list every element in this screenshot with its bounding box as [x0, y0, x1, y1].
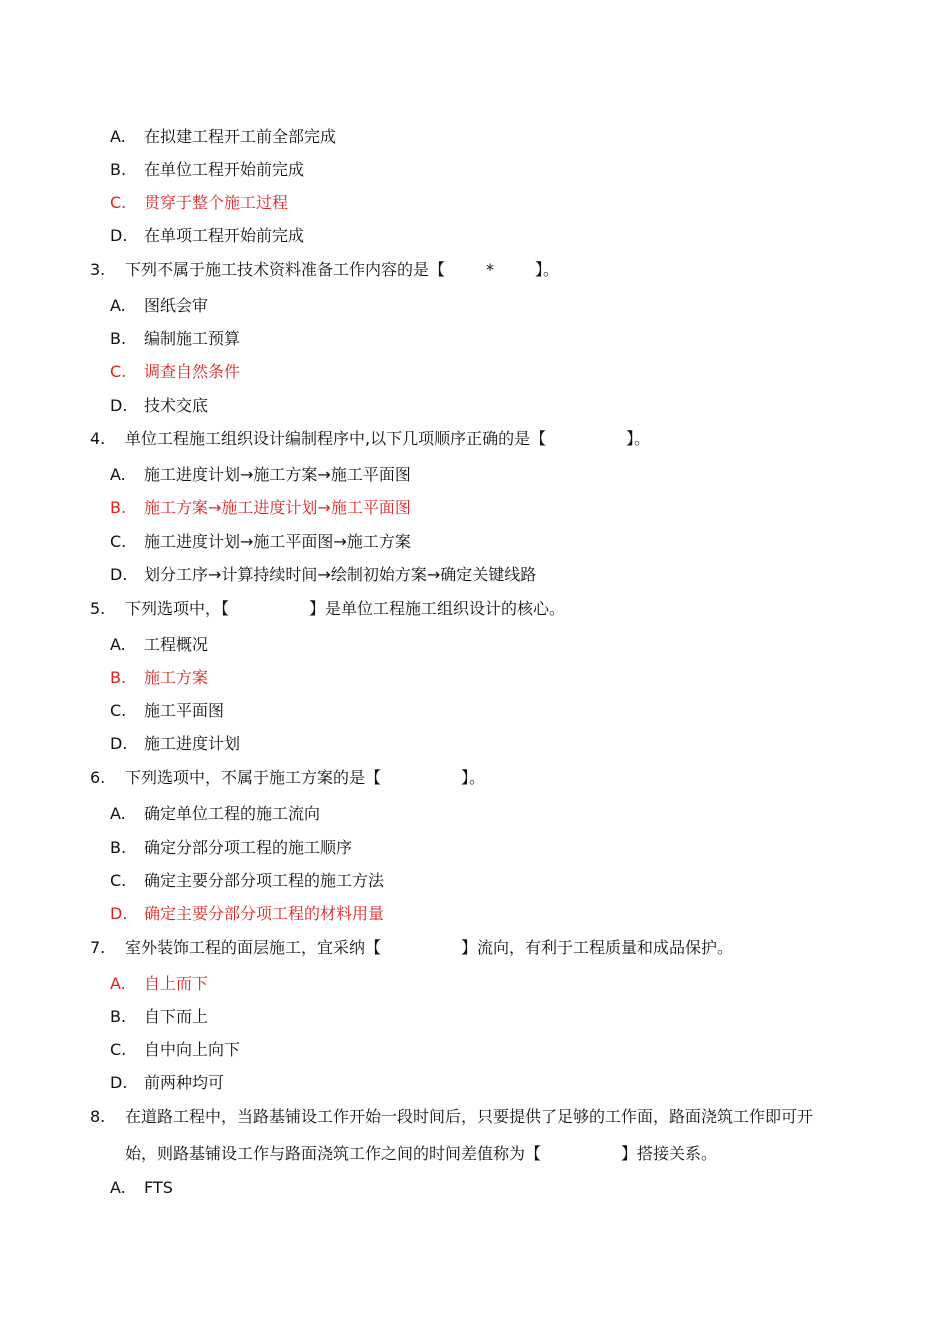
option-letter: C.	[110, 1040, 127, 1059]
option-letter: D.	[110, 396, 128, 415]
option-text: 工程概况	[144, 635, 209, 654]
question-8	[90, 1107, 813, 1127]
option-3d	[110, 396, 208, 416]
option-letter: C.	[110, 193, 127, 212]
option-letter: C.	[110, 871, 127, 890]
question-text: 单位工程施工组织设计编制程序中,以下几项顺序正确的是【 】。	[125, 429, 651, 448]
option-text: 施工平面图	[144, 701, 225, 720]
option-text: 施工方案→施工进度计划→施工平面图	[144, 498, 411, 517]
option-7d	[110, 1073, 224, 1093]
question-number: 3.	[90, 260, 106, 279]
option-text: 确定主要分部分项工程的材料用量	[144, 904, 385, 923]
question-8-continuation	[125, 1144, 717, 1164]
option-letter: A.	[110, 1178, 126, 1197]
question-6	[90, 768, 485, 788]
option-6a	[110, 804, 320, 824]
option-8a	[110, 1178, 173, 1198]
option-text: 划分工序→计算持续时间→绘制初始方案→确定关键线路	[144, 565, 537, 584]
option-text: FTS	[144, 1178, 173, 1197]
option-2b	[110, 160, 304, 180]
option-text: 编制施工预算	[144, 329, 241, 348]
question-text: 在道路工程中，当路基铺设工作开始一段时间后，只要提供了足够的工作面，路面浇筑工作即可开	[125, 1107, 814, 1126]
option-7a-correct	[110, 974, 208, 994]
option-text: 图纸会审	[144, 296, 209, 315]
question-text: 下列不属于施工技术资料准备工作内容的是【	[125, 260, 446, 279]
question-4	[90, 429, 650, 449]
option-text: 在单位工程开始前完成	[144, 160, 305, 179]
option-6c	[110, 871, 384, 891]
option-letter: B.	[110, 160, 127, 179]
option-letter: D.	[110, 565, 128, 584]
option-text: 在单项工程开始前完成	[144, 226, 305, 245]
option-letter: D.	[110, 904, 128, 923]
option-text: 自上而下	[144, 974, 209, 993]
option-3c-correct	[110, 362, 240, 382]
option-text: 技术交底	[144, 396, 209, 415]
question-3	[90, 260, 559, 280]
option-text: 确定分部分项工程的施工顺序	[144, 838, 353, 857]
option-3b	[110, 329, 240, 349]
question-number: 7.	[90, 938, 106, 957]
option-letter: A.	[110, 127, 126, 146]
option-text: 施工进度计划→施工方案→施工平面图	[144, 465, 411, 484]
option-text: 在拟建工程开工前全部完成	[144, 127, 337, 146]
question-7	[90, 938, 733, 958]
option-letter: D.	[110, 734, 128, 753]
option-2a	[110, 127, 336, 147]
option-letter: B.	[110, 838, 127, 857]
option-text: 自下而上	[144, 1007, 209, 1026]
option-text: 调查自然条件	[144, 362, 241, 381]
option-5c	[110, 701, 224, 721]
question-text: 下列选项中，不属于施工方案的是【 】。	[125, 768, 486, 787]
option-letter: C.	[110, 362, 127, 381]
question-5	[90, 599, 565, 619]
option-5b-correct	[110, 668, 208, 688]
option-6b	[110, 838, 352, 858]
option-4b-correct	[110, 498, 411, 518]
option-letter: D.	[110, 226, 128, 245]
option-4d	[110, 565, 536, 585]
option-5a	[110, 635, 208, 655]
question-number: 8.	[90, 1107, 106, 1126]
option-text: 施工方案	[144, 668, 209, 687]
question-number: 5.	[90, 599, 106, 618]
option-4a	[110, 465, 411, 485]
option-letter: C.	[110, 701, 127, 720]
option-2c-correct	[110, 193, 288, 213]
option-letter: B.	[110, 329, 127, 348]
option-2d	[110, 226, 304, 246]
option-5d	[110, 734, 240, 754]
option-letter: A.	[110, 804, 126, 823]
question-text-continued: 始，则路基铺设工作与路面浇筑工作之间的时间差值称为【 】搭接关系。	[125, 1144, 718, 1163]
option-6d-correct	[110, 904, 384, 924]
option-text: 贯穿于整个施工过程	[144, 193, 289, 212]
option-text: 施工进度计划→施工平面图→施工方案	[144, 532, 411, 551]
option-letter: B.	[110, 668, 127, 687]
option-3a	[110, 296, 208, 316]
option-text: 施工进度计划	[144, 734, 241, 753]
option-letter: A.	[110, 465, 126, 484]
option-text: 确定单位工程的施工流向	[144, 804, 321, 823]
option-7c	[110, 1040, 240, 1060]
option-text: 确定主要分部分项工程的施工方法	[144, 871, 385, 890]
option-text: 自中向上向下	[144, 1040, 241, 1059]
option-letter: C.	[110, 532, 127, 551]
question-text: 下列选项中，【 】是单位工程施工组织设计的核心。	[125, 599, 566, 618]
question-number: 4.	[90, 429, 106, 448]
option-letter: A.	[110, 635, 126, 654]
option-4c	[110, 532, 411, 552]
option-letter: B.	[110, 498, 127, 517]
option-text: 前两种均可	[144, 1073, 225, 1092]
question-number: 6.	[90, 768, 106, 787]
option-7b	[110, 1007, 208, 1027]
option-letter: D.	[110, 1073, 128, 1092]
question-text: 室外装饰工程的面层施工，宜采纳【 】流向，有利于工程质量和成品保护。	[125, 938, 734, 957]
option-letter: B.	[110, 1007, 127, 1026]
option-letter: A.	[110, 974, 126, 993]
question-text-end: 】。	[535, 260, 560, 279]
answer-blank: *	[486, 260, 495, 279]
option-letter: A.	[110, 296, 126, 315]
